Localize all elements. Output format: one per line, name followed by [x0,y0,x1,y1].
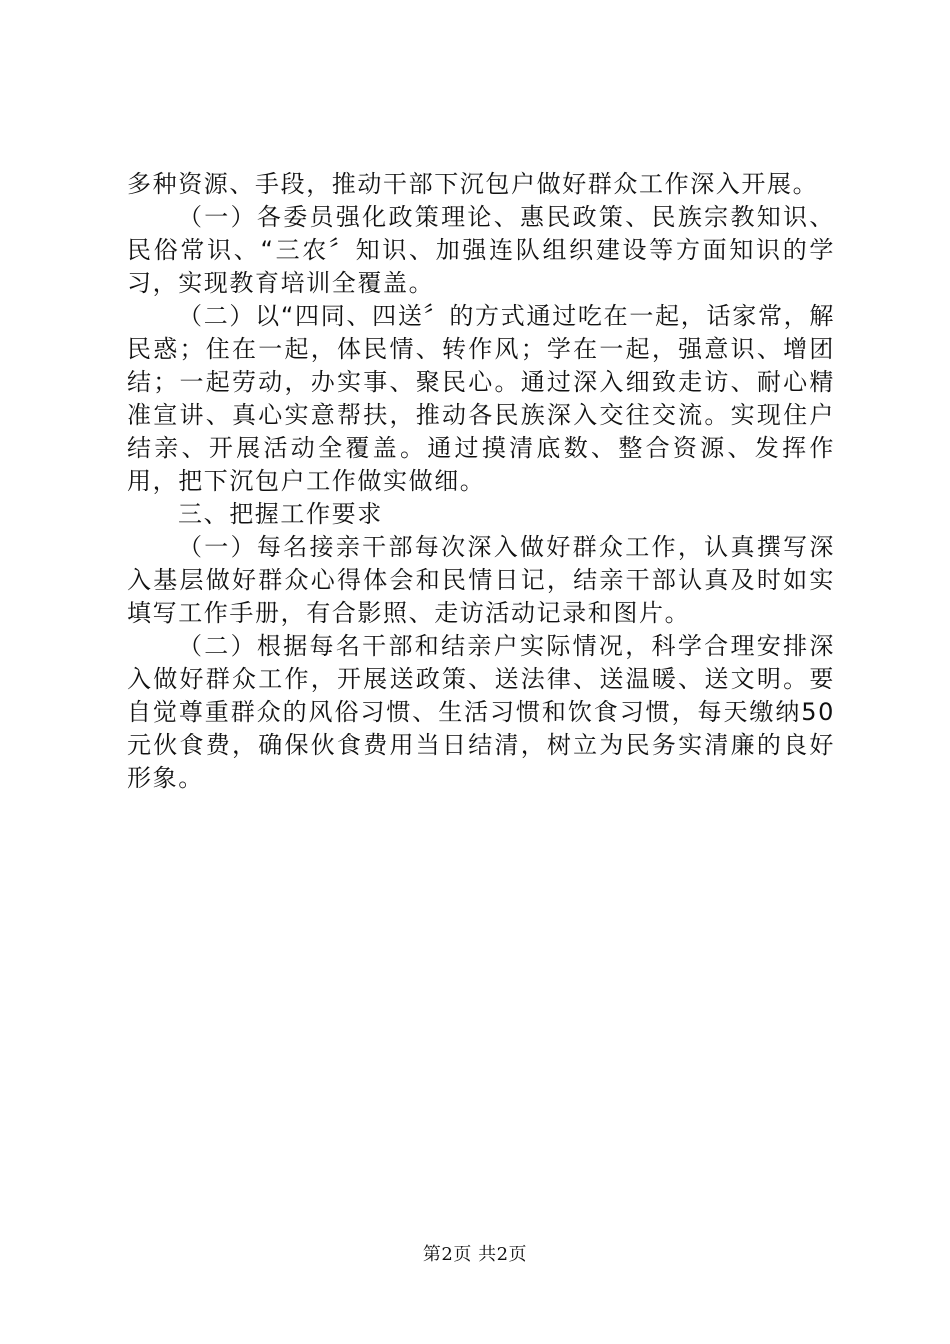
paragraph-item-1: （一）各委员强化政策理论、惠民政策、民族宗教知识、民俗常识、“三农〞知识、加强连队组织建设等方面知识的学习，实现教育培训全覆盖。 [127,203,835,297]
paragraph-requirement-1: （一）每名接亲干部每次深入做好群众工作，认真撰写深入基层做好群众心得体会和民情日记，结亲干部认真及时如实填写工作手册，有合影照、走访活动记录和图片。 [127,533,835,627]
page-number-footer: 第2页 共2页 [422,1244,528,1265]
section-heading: 三、把握工作要求 [178,500,383,528]
paragraph-item-2: （二）以“四同、四送〞的方式通过吃在一起，话家常，解民惑；住在一起，体民情、转作风；学在一起，强意识、增团结；一起劳动，办实事、聚民心。通过深入细致走访、耐心精准宣讲、真心实意帮扶，推动各民族深入交往交流。实现住户结亲、开展活动全覆盖。通过摸清底数、整合资源、发挥作用，把下沉包户工作做实做细。 [127,302,835,495]
paragraph-requirement-2: （二）根据每名干部和结亲户实际情况，科学合理安排深入做好群众工作，开展送政策、送法律、送温暖、送文明。要自觉尊重群众的风俗习惯、生活习惯和饮食习惯，每天缴纳50元伙食费，确保伙食费用当日结清，树立为民务实清廉的良好形象。 [127,632,835,792]
document-body [127,168,835,795]
paragraph-continuation: 多种资源、手段，推动干部下沉包户做好群众工作深入开展。 [127,170,819,198]
